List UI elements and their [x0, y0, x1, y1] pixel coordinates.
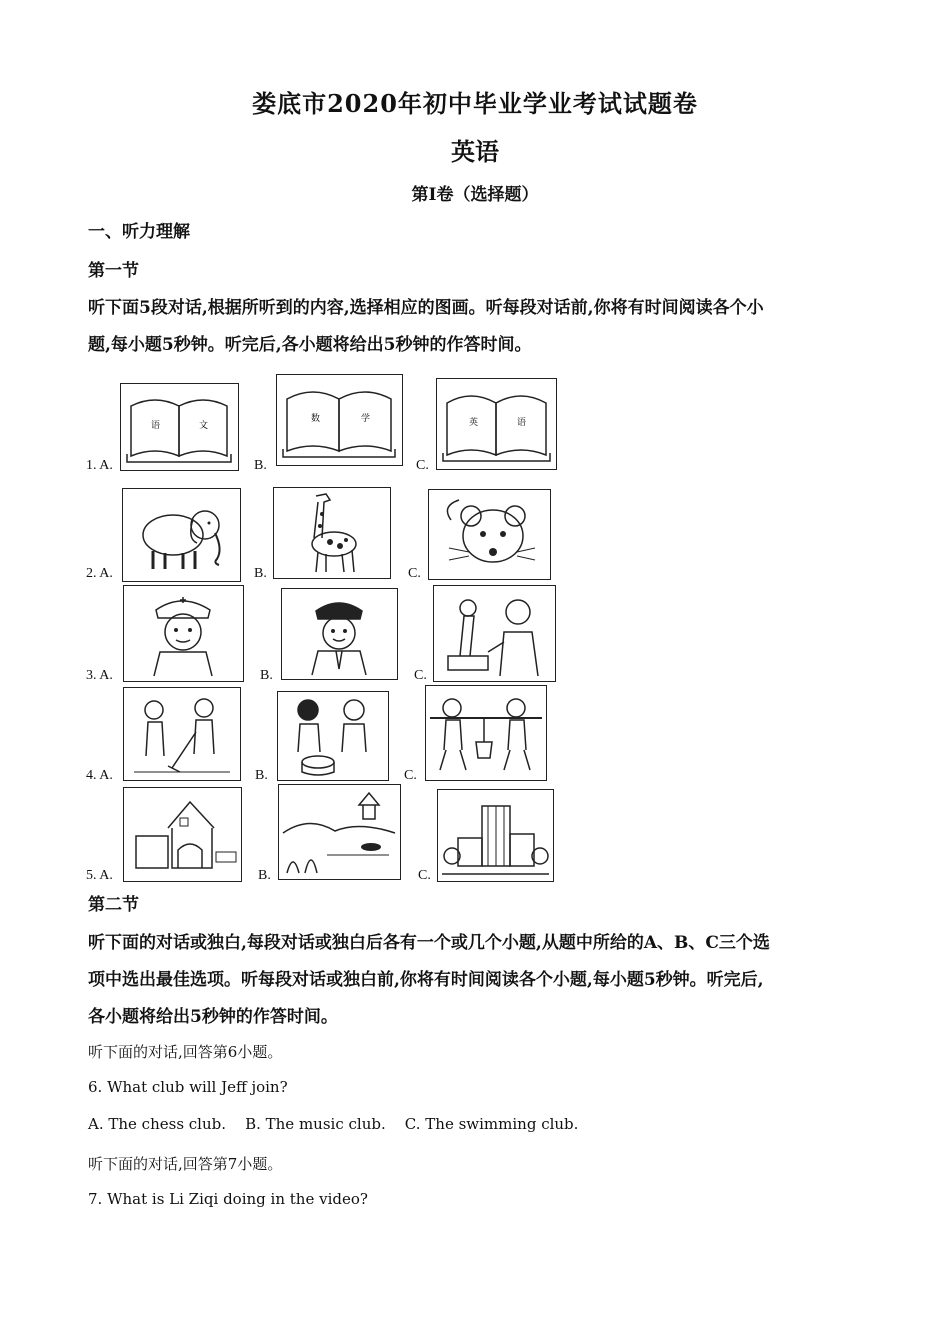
park-landscape-icon — [279, 785, 400, 879]
q4-label-c: C. — [404, 768, 417, 783]
q2-label-a: 2. A. — [86, 566, 113, 581]
book-word-2: 语 — [517, 418, 527, 428]
q5-label-b: B. — [258, 868, 271, 883]
open-book-icon — [277, 375, 402, 465]
exam-title: 娄底市2020年初中毕业学业考试试题卷 — [252, 89, 698, 118]
q7-prompt: 听下面的对话,回答第7小题。 — [88, 1155, 283, 1173]
subject-title: 英语 — [451, 137, 499, 166]
city-building-icon — [438, 790, 553, 881]
q2-label-c: C. — [408, 566, 421, 581]
q2-picture-b — [273, 487, 391, 579]
house-icon — [124, 788, 241, 881]
q1-label-b: B. — [254, 458, 267, 473]
doctor-icon — [124, 586, 243, 681]
q5-picture-b — [278, 784, 401, 880]
q1-picture-a — [120, 383, 239, 471]
children-sweeping-icon — [124, 688, 240, 780]
q1-label-c: C. — [416, 458, 429, 473]
part1-instructions-line2: 题,每小题5秒钟。听完后,各小题将给出5秒钟的作答时间。 — [88, 335, 532, 355]
q5-label-c: C. — [418, 868, 431, 883]
part1-heading: 第一节 — [88, 261, 139, 281]
book-word-1: 英 — [469, 418, 479, 428]
open-book-icon — [437, 379, 556, 469]
giraffe-icon — [274, 488, 390, 578]
q4-label-a: 4. A. — [86, 768, 113, 783]
scientist-icon — [434, 586, 555, 681]
q1-picture-c — [436, 378, 557, 470]
cooking-icon — [278, 692, 388, 780]
mouse-icon — [429, 490, 550, 579]
q5-label-a: 5. A. — [86, 868, 113, 883]
q4-picture-b — [277, 691, 389, 781]
open-book-icon — [121, 384, 238, 470]
q4-picture-a — [123, 687, 241, 781]
q3-label-a: 3. A. — [86, 668, 113, 683]
part2-instructions-line2: 项中选出最佳选项。听每段对话或独白前,你将有时间阅读各个小题,每小题5秒钟。听完后, — [88, 970, 764, 990]
part2-instructions-line3: 各小题将给出5秒钟的作答时间。 — [88, 1007, 338, 1027]
part2-heading: 第二节 — [88, 895, 139, 915]
q5-picture-a — [123, 787, 242, 882]
q6-question: 6. What club will Jeff join? — [88, 1078, 288, 1096]
q6-options: A. The chess club. B. The music club. C. The swimming club. — [88, 1115, 579, 1133]
part1-instructions-line1: 听下面5段对话,根据所听到的内容,选择相应的图画。听每段对话前,你将有时间阅读各个小 — [88, 298, 764, 318]
q6-prompt: 听下面的对话,回答第6小题。 — [88, 1043, 283, 1061]
book-word-1: 数 — [311, 414, 321, 424]
q4-picture-c — [425, 685, 547, 781]
q2-label-b: B. — [254, 566, 267, 581]
part2-instructions-line1: 听下面的对话或独白,每段对话或独白后各有一个或几个小题,从题中所给的A、B、C三个选 — [88, 933, 770, 953]
q5-picture-c — [437, 789, 554, 882]
book-word-1: 语 — [151, 421, 161, 431]
section-heading: 一、听力理解 — [88, 222, 190, 242]
q3-picture-b — [281, 588, 398, 680]
volume-title: 第Ⅰ卷（选择题） — [411, 185, 539, 205]
q3-picture-a — [123, 585, 244, 682]
q3-label-b: B. — [260, 668, 273, 683]
q7-question: 7. What is Li Ziqi doing in the video? — [88, 1190, 368, 1208]
carrying-water-icon — [426, 686, 546, 780]
q2-picture-c — [428, 489, 551, 580]
q3-picture-c — [433, 585, 556, 682]
q1-label-a: 1. A. — [86, 458, 113, 473]
book-word-2: 学 — [361, 414, 371, 424]
book-word-2: 文 — [199, 421, 209, 431]
elephant-icon — [123, 489, 240, 581]
q3-label-c: C. — [414, 668, 427, 683]
q1-picture-b — [276, 374, 403, 466]
q2-picture-a — [122, 488, 241, 582]
police-officer-icon — [282, 589, 397, 679]
q4-label-b: B. — [255, 768, 268, 783]
